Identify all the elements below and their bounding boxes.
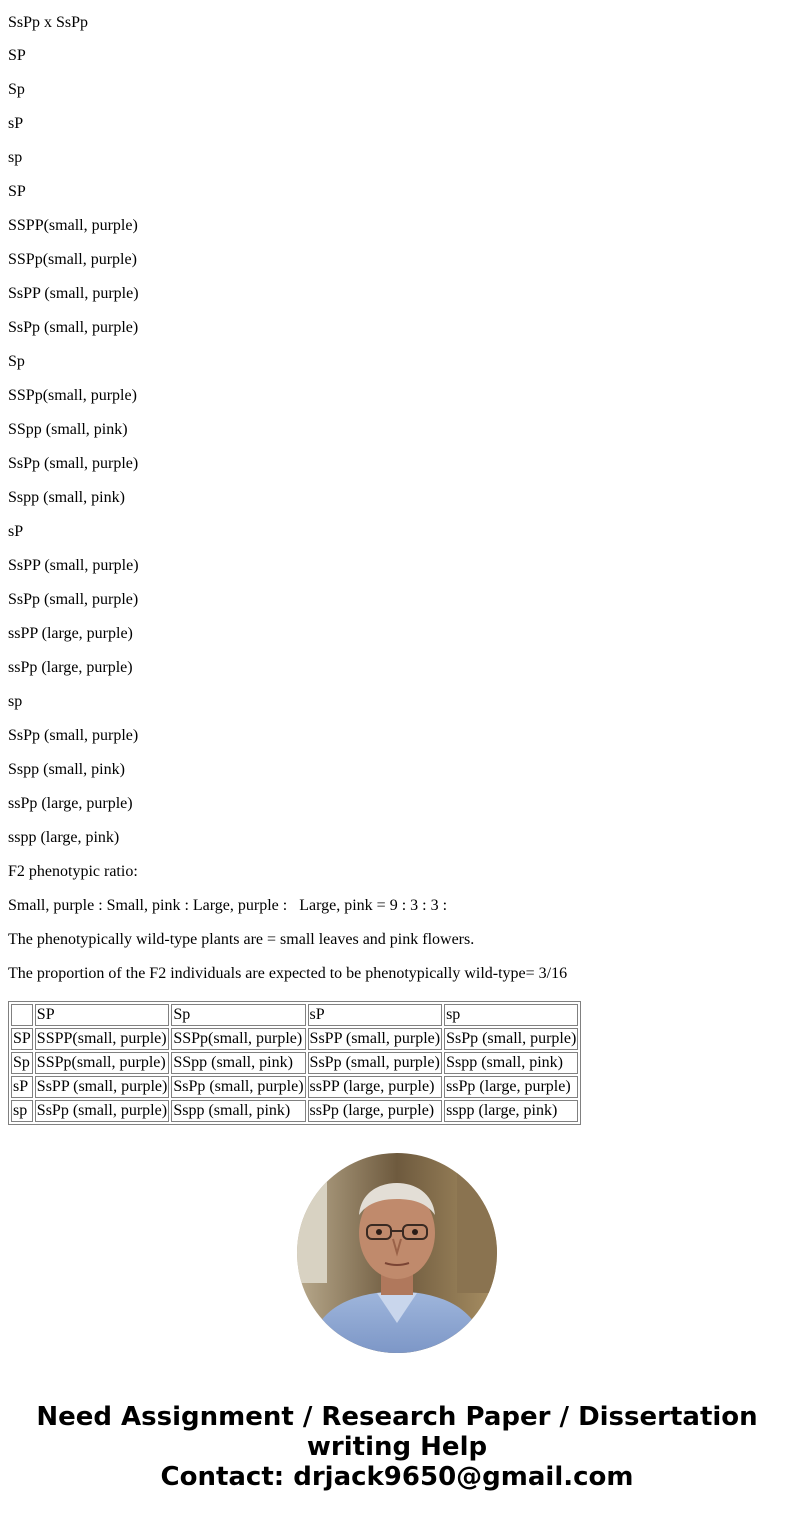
text-line: sP	[8, 115, 24, 132]
text-line: SSpp (small, pink)	[8, 421, 128, 438]
contact-line: Contact: drjack9650@gmail.com	[160, 1462, 634, 1492]
author-avatar	[297, 1153, 497, 1353]
table-cell: SSpp (small, pink)	[171, 1052, 305, 1074]
table-row	[11, 1076, 578, 1098]
author-portrait-image	[297, 1153, 497, 1353]
table-cell: Sspp (small, pink)	[171, 1100, 305, 1122]
table-cell: sspp (large, pink)	[444, 1100, 578, 1122]
text-line: SP	[8, 47, 26, 64]
text-line: SSPp(small, purple)	[8, 251, 137, 268]
table-header-cell: sP	[308, 1004, 443, 1026]
text-line: sp	[8, 149, 23, 166]
table-cell: SSPP(small, purple)	[35, 1028, 170, 1050]
table-cell: Sspp (small, pink)	[444, 1052, 578, 1074]
text-line: SsPp (small, purple)	[8, 319, 139, 336]
text-line: sP	[8, 523, 24, 540]
table-cell: ssPp (large, purple)	[444, 1076, 578, 1098]
table-row	[11, 1100, 578, 1122]
table-row-header-cell: Sp	[11, 1052, 33, 1074]
table-row-header-cell: SP	[11, 1028, 33, 1050]
ratio-statement: Small, purple : Small, pink : Large, purple : Large, pink = 9 : 3 : 3 :	[8, 897, 448, 914]
table-row-header-cell: sP	[11, 1076, 33, 1098]
table-row	[11, 1028, 578, 1050]
text-line: SsPp (small, purple)	[8, 727, 139, 744]
table-cell: SsPp (small, purple)	[444, 1028, 578, 1050]
table-row-header-cell: sp	[11, 1100, 33, 1122]
table-cell: SsPp (small, purple)	[308, 1052, 443, 1074]
table-header-cell: SP	[35, 1004, 170, 1026]
text-line: ssPp (large, purple)	[8, 795, 133, 812]
text-line: Sp	[8, 353, 25, 370]
text-line: SsPP (small, purple)	[8, 557, 139, 574]
table-cell: SsPp (small, purple)	[35, 1100, 170, 1122]
text-line: sp	[8, 693, 23, 710]
table-cell: ssPP (large, purple)	[308, 1076, 443, 1098]
text-line: SsPp (small, purple)	[8, 591, 139, 608]
ratio-heading: F2 phenotypic ratio:	[8, 863, 138, 880]
table-cell: SsPP (small, purple)	[308, 1028, 443, 1050]
text-line: ssPp (large, purple)	[8, 659, 133, 676]
text-line: SSPP(small, purple)	[8, 217, 138, 234]
punnett-square-table	[8, 1001, 581, 1125]
promo-line: writing Help	[306, 1432, 488, 1462]
promo-footer	[0, 1402, 794, 1492]
table-cell: ssPp (large, purple)	[308, 1100, 443, 1122]
table-header-cell: Sp	[171, 1004, 305, 1026]
table-cell: SSPp(small, purple)	[35, 1052, 170, 1074]
text-line: SsPp (small, purple)	[8, 455, 139, 472]
table-cell: SsPp (small, purple)	[171, 1076, 305, 1098]
text-line: SP	[8, 183, 26, 200]
wild-type-statement: The phenotypically wild-type plants are = small leaves and pink flowers.	[8, 931, 475, 948]
text-line: SsPP (small, purple)	[8, 285, 139, 302]
text-line: Sspp (small, pink)	[8, 761, 125, 778]
text-line: Sspp (small, pink)	[8, 489, 125, 506]
text-line: SsPp x SsPp	[8, 14, 89, 31]
table-header-cell: sp	[444, 1004, 578, 1026]
table-header-row	[11, 1004, 578, 1026]
text-line: sspp (large, pink)	[8, 829, 120, 846]
table-corner-cell	[11, 1004, 33, 1026]
table-cell: SsPP (small, purple)	[35, 1076, 170, 1098]
table-cell: SSPp(small, purple)	[171, 1028, 305, 1050]
promo-line: Need Assignment / Research Paper / Dissertation	[36, 1402, 758, 1432]
document-body	[8, 0, 786, 985]
text-line: ssPP (large, purple)	[8, 625, 133, 642]
table-row	[11, 1052, 578, 1074]
text-line: SSPp(small, purple)	[8, 387, 137, 404]
text-line: Sp	[8, 81, 25, 98]
proportion-statement: The proportion of the F2 individuals are expected to be phenotypically wild-type= 3/16	[8, 965, 568, 982]
